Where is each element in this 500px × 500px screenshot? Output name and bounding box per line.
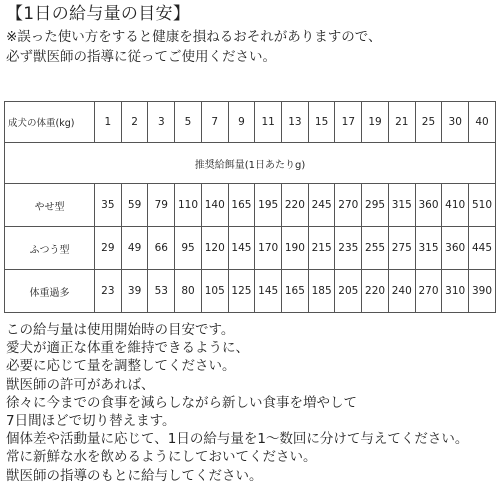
notes-text [6, 321, 468, 485]
amount-cell: 125 [228, 270, 255, 313]
feeding-amount-table [4, 101, 496, 313]
weight-cell: 17 [335, 102, 362, 143]
note-line: 獣医師の指導のもとに給与してください。 [6, 467, 263, 484]
amount-cell: 145 [228, 227, 255, 270]
amount-cell: 170 [255, 227, 282, 270]
amount-cell: 95 [175, 227, 202, 270]
table-caption: 推奨給餌量(1日あたりg) [5, 143, 496, 184]
body-type-row [5, 270, 496, 313]
amount-cell: 110 [175, 184, 202, 227]
amount-cell: 220 [362, 270, 389, 313]
amount-cell: 79 [148, 184, 175, 227]
amount-cell: 255 [362, 227, 389, 270]
body-type-row [5, 227, 496, 270]
amount-cell: 275 [388, 227, 415, 270]
note-line: 獣医師の許可があれば、 [6, 376, 155, 393]
weight-cell: 5 [175, 102, 202, 143]
amount-cell: 165 [228, 184, 255, 227]
weight-cell: 1 [95, 102, 122, 143]
weight-cell: 40 [469, 102, 496, 143]
amount-cell: 445 [469, 227, 496, 270]
amount-cell: 270 [335, 184, 362, 227]
amount-cell: 310 [442, 270, 469, 313]
weight-cell: 13 [282, 102, 309, 143]
amount-cell: 410 [442, 184, 469, 227]
warning-text [6, 27, 382, 67]
weight-cell: 21 [388, 102, 415, 143]
weight-cell: 7 [201, 102, 228, 143]
weight-header-label: 成犬の体重(kg) [5, 102, 95, 143]
warning-line: 必ず獣医師の指導に従ってご使用ください。 [6, 49, 276, 65]
amount-cell: 120 [201, 227, 228, 270]
amount-cell: 39 [121, 270, 148, 313]
weight-cell: 9 [228, 102, 255, 143]
warning-line: ※誤った使い方をすると健康を損ねるおそれがありますので、 [6, 29, 382, 45]
weight-cell: 15 [308, 102, 335, 143]
note-line: 常に新鮮な水を飲めるようにしておいてください。 [6, 449, 317, 466]
amount-cell: 66 [148, 227, 175, 270]
weight-cell: 3 [148, 102, 175, 143]
amount-cell: 220 [282, 184, 309, 227]
weight-cell: 19 [362, 102, 389, 143]
amount-cell: 140 [201, 184, 228, 227]
amount-cell: 35 [95, 184, 122, 227]
weight-cell: 11 [255, 102, 282, 143]
body-type-row [5, 184, 496, 227]
amount-cell: 390 [469, 270, 496, 313]
note-line: 徐々に今までの食事を減らしながら新しい食事を増やして [6, 394, 357, 411]
amount-cell: 510 [469, 184, 496, 227]
amount-cell: 185 [308, 270, 335, 313]
caption-row [5, 143, 496, 184]
weight-cell: 2 [121, 102, 148, 143]
weight-cell: 30 [442, 102, 469, 143]
weight-cell: 25 [415, 102, 442, 143]
note-line: 愛犬が適正な体重を維持できるように、 [6, 340, 249, 357]
amount-cell: 29 [95, 227, 122, 270]
amount-cell: 53 [148, 270, 175, 313]
amount-cell: 315 [388, 184, 415, 227]
amount-cell: 80 [175, 270, 202, 313]
amount-cell: 195 [255, 184, 282, 227]
amount-cell: 165 [282, 270, 309, 313]
body-type-label: やせ型 [5, 184, 95, 227]
amount-cell: 315 [415, 227, 442, 270]
amount-cell: 295 [362, 184, 389, 227]
note-line: 7日間ほどで切り替えます。 [6, 413, 176, 430]
amount-cell: 360 [415, 184, 442, 227]
weight-header-row [5, 102, 496, 143]
page-title: 【1日の給与量の目安】 [6, 4, 191, 24]
amount-cell: 205 [335, 270, 362, 313]
amount-cell: 105 [201, 270, 228, 313]
amount-cell: 49 [121, 227, 148, 270]
amount-cell: 360 [442, 227, 469, 270]
body-type-label: 体重過多 [5, 270, 95, 313]
amount-cell: 145 [255, 270, 282, 313]
amount-cell: 23 [95, 270, 122, 313]
amount-cell: 190 [282, 227, 309, 270]
note-line: 必要に応じて量を調整してください。 [6, 358, 236, 375]
amount-cell: 245 [308, 184, 335, 227]
amount-cell: 59 [121, 184, 148, 227]
note-line: この給与量は使用開始時の目安です。 [6, 322, 235, 338]
body-type-label: ふつう型 [5, 227, 95, 270]
amount-cell: 270 [415, 270, 442, 313]
amount-cell: 235 [335, 227, 362, 270]
amount-cell: 240 [388, 270, 415, 313]
amount-cell: 215 [308, 227, 335, 270]
note-line: 個体差や活動量に応じて、1日の給与量を1～数回に分けて与えてください。 [6, 431, 469, 448]
